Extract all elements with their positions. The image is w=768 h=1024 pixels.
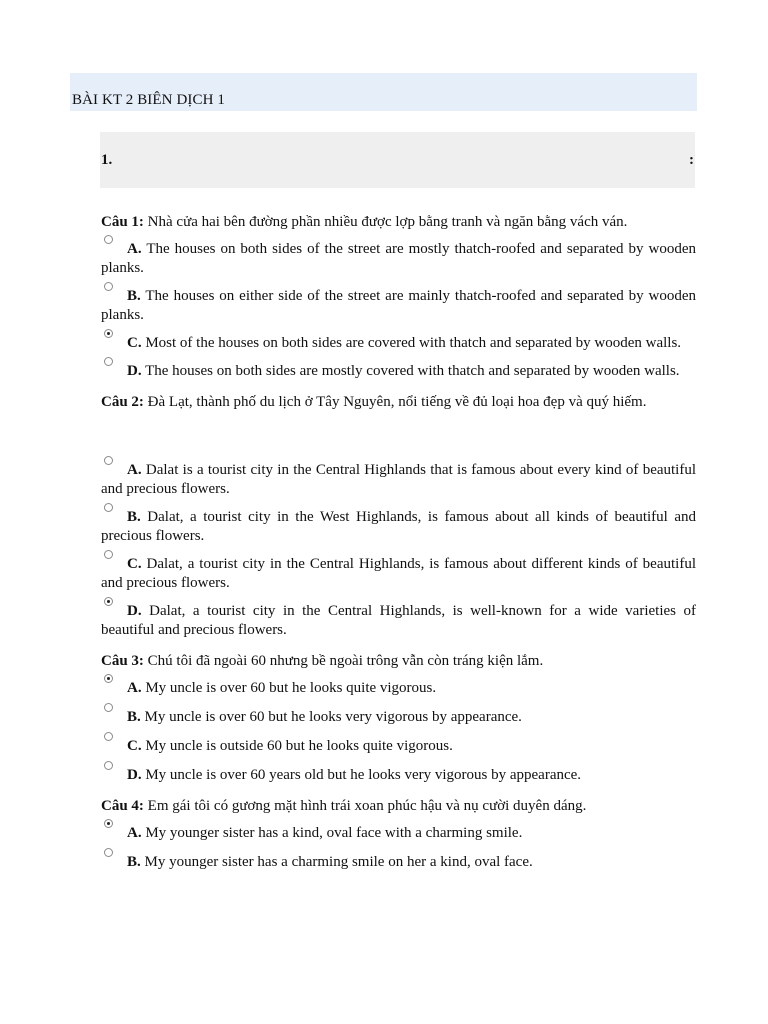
radio-button[interactable] [104,282,113,291]
radio-button[interactable] [104,703,113,712]
option-text: The houses on either side of the street are mainly thatch-roofed and separated by wooden planks. [101,288,696,323]
option-b[interactable] [101,853,696,872]
question-text: Chú tôi đã ngoài 60 nhưng bề ngoài trông vẫn còn tráng kiện lắm. [147,653,544,669]
option-letter: C. [127,556,142,572]
radio-button[interactable] [104,550,113,559]
option-c[interactable] [101,555,696,593]
question-text: Em gái tôi có gương mặt hình trái xoan phúc hậu và nụ cười duyên dáng. [147,798,587,814]
radio-button-selected[interactable] [104,674,113,683]
option-text: Dalat is a tourist city in the Central Highlands that is famous about every kind of beautiful and precious flowers. [101,462,697,497]
option-c[interactable] [101,334,696,353]
option-c[interactable] [101,737,696,756]
question-prompt [101,652,696,671]
option-b[interactable] [101,508,696,546]
option-text: Dalat, a tourist city in the West Highlands, is famous about all kinds of beautiful and precious flowers. [101,509,696,544]
radio-button[interactable] [104,732,113,741]
option-text: My younger sister has a kind, oval face with a charming smile. [145,825,523,841]
option-letter: A. [127,241,142,257]
radio-button[interactable] [104,503,113,512]
option-d[interactable] [101,766,696,785]
option-text: Most of the houses on both sides are covered with thatch and separated by wooden walls. [145,335,682,351]
question-text: Đà Lạt, thành phố du lịch ở Tây Nguyên, nổi tiếng về đủ loại hoa đẹp và quý hiếm. [147,394,647,410]
option-letter: D. [127,767,142,783]
option-a[interactable] [101,824,696,843]
option-letter: B. [127,709,141,725]
option-a[interactable] [101,461,696,499]
question-4 [101,797,696,872]
option-letter: D. [127,363,142,379]
option-b[interactable] [101,708,696,727]
option-text: My uncle is over 60 but he looks quite vigorous. [145,680,437,696]
option-letter: B. [127,509,141,525]
question-label: Câu 3: [101,653,144,669]
section-colon: : [689,152,694,168]
radio-button[interactable] [104,456,113,465]
radio-button-selected[interactable] [104,819,113,828]
question-prompt [101,213,696,232]
option-letter: B. [127,288,141,304]
question-2 [101,393,696,640]
option-letter: C. [127,738,142,754]
spacer [101,420,696,461]
section-header [100,132,695,188]
option-d[interactable] [101,362,696,381]
option-letter: A. [127,825,142,841]
question-prompt [101,393,696,412]
option-text: Dalat, a tourist city in the Central Highlands, is well-known for a wide varieties of beautiful and precious flowers. [101,603,697,638]
question-label: Câu 4: [101,798,144,814]
option-d[interactable] [101,602,696,640]
question-list [101,213,696,884]
radio-button[interactable] [104,357,113,366]
option-text: Dalat, a tourist city in the Central Highlands, is famous about different kinds of beautiful and precious flowers. [101,556,696,591]
title-bar [70,73,697,111]
option-text: My younger sister has a charming smile on her a kind, oval face. [144,854,533,870]
page-title: BÀI KT 2 BIÊN DỊCH 1 [72,92,225,108]
option-text: My uncle is outside 60 but he looks quite vigorous. [145,738,453,754]
option-text: My uncle is over 60 years old but he looks very vigorous by appearance. [145,767,582,783]
option-a[interactable] [101,240,696,278]
radio-button-selected[interactable] [104,329,113,338]
radio-button[interactable] [104,848,113,857]
option-b[interactable] [101,287,696,325]
option-letter: D. [127,603,142,619]
question-label: Câu 1: [101,214,144,230]
radio-button[interactable] [104,761,113,770]
option-text: The houses on both sides are mostly covered with thatch and separated by wooden walls. [145,363,680,379]
question-1 [101,213,696,381]
option-a[interactable] [101,679,696,698]
option-letter: A. [127,680,142,696]
option-letter: B. [127,854,141,870]
option-letter: A. [127,462,142,478]
radio-button[interactable] [104,235,113,244]
section-number: 1. [101,152,113,168]
question-text: Nhà cửa hai bên đường phần nhiều được lợp bằng tranh và ngăn bằng vách ván. [147,214,628,230]
radio-button-selected[interactable] [104,597,113,606]
option-text: The houses on both sides of the street are mostly thatch-roofed and separated by wooden planks. [101,241,696,276]
question-prompt [101,797,696,816]
question-label: Câu 2: [101,394,144,410]
question-3 [101,652,696,785]
option-letter: C. [127,335,142,351]
option-text: My uncle is over 60 but he looks very vigorous by appearance. [144,709,522,725]
